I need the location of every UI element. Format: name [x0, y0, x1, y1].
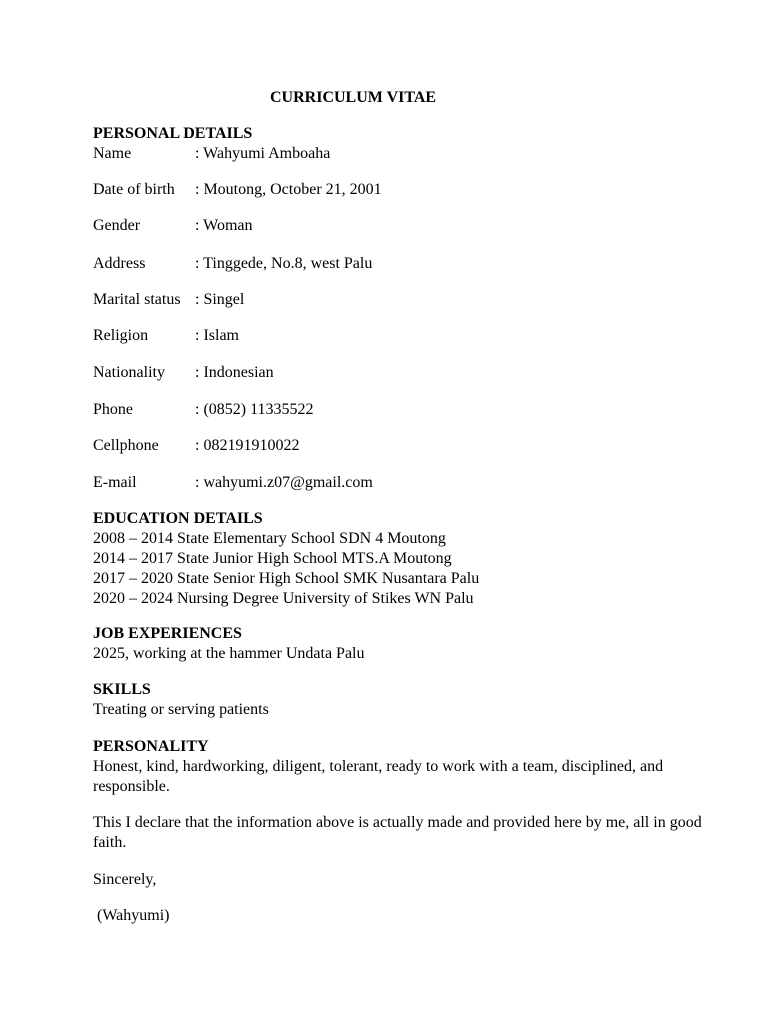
- field-value: : Moutong, October 21, 2001: [195, 181, 382, 198]
- skills-section: [93, 680, 713, 720]
- field-row-date-of-birth: [93, 180, 713, 200]
- field-row-cellphone: [93, 436, 713, 456]
- personality-text: Honest, kind, hardworking, diligent, tolerant, ready to work with a team, disciplined, and responsible.: [93, 758, 664, 795]
- personality-section: [93, 737, 713, 797]
- field-label: Name: [93, 145, 132, 162]
- closing-section: [93, 870, 713, 890]
- field-row-nationality: [93, 363, 713, 383]
- field-label: Address: [93, 255, 146, 272]
- skill-item: Treating or serving patients: [93, 701, 269, 718]
- field-value: : 082191910022: [195, 437, 300, 454]
- field-label: Marital status: [93, 291, 181, 308]
- education-item: 2008 – 2014 State Elementary School SDN 4 Moutong: [93, 530, 446, 547]
- field-value: : Woman: [195, 217, 253, 234]
- job-experiences-heading: JOB EXPERIENCES: [93, 625, 242, 642]
- signature-name: (Wahyumi): [93, 907, 170, 924]
- field-row-email: [93, 473, 713, 493]
- field-row-gender: [93, 216, 713, 236]
- field-value: : (0852) 11335522: [195, 401, 314, 418]
- job-item: 2025, working at the hammer Undata Palu: [93, 645, 365, 662]
- field-value: : Tinggede, No.8, west Palu: [195, 255, 373, 272]
- declaration-section: [93, 813, 713, 853]
- field-label: Cellphone: [93, 437, 159, 454]
- education-heading: EDUCATION DETAILS: [93, 510, 263, 527]
- field-value: : Wahyumi Amboaha: [195, 145, 331, 162]
- education-item: 2020 – 2024 Nursing Degree University of Stikes WN Palu: [93, 590, 474, 607]
- declaration-text: This I declare that the information above is actually made and provided here by me, all in good faith.: [93, 814, 702, 851]
- field-row-address: [93, 254, 713, 274]
- field-label: Religion: [93, 327, 149, 344]
- field-label: Nationality: [93, 364, 165, 381]
- document-title: CURRICULUM VITAE: [270, 89, 437, 106]
- personality-heading: PERSONALITY: [93, 738, 209, 755]
- personal-details-section: [93, 124, 713, 164]
- education-item: 2014 – 2017 State Junior High School MTS.A Moutong: [93, 550, 452, 567]
- education-section: [93, 509, 713, 609]
- closing-text: Sincerely,: [93, 871, 157, 888]
- job-experiences-section: [93, 624, 713, 664]
- field-label: Gender: [93, 217, 141, 234]
- skills-heading: SKILLS: [93, 681, 151, 698]
- education-item: 2017 – 2020 State Senior High School SMK Nusantara Palu: [93, 570, 480, 587]
- field-label: E-mail: [93, 474, 137, 491]
- signature-section: [93, 906, 713, 926]
- field-row-religion: [93, 326, 713, 346]
- field-value: : wahyumi.z07@gmail.com: [195, 474, 373, 491]
- field-label: Date of birth: [93, 181, 175, 198]
- personal-details-heading: PERSONAL DETAILS: [93, 125, 253, 142]
- field-value: : Singel: [195, 291, 245, 308]
- field-label: Phone: [93, 401, 133, 418]
- field-row-phone: [93, 400, 713, 420]
- field-row-name: [93, 144, 713, 164]
- field-row-marital-status: [93, 290, 713, 310]
- field-value: : Islam: [195, 327, 239, 344]
- field-value: : Indonesian: [195, 364, 274, 381]
